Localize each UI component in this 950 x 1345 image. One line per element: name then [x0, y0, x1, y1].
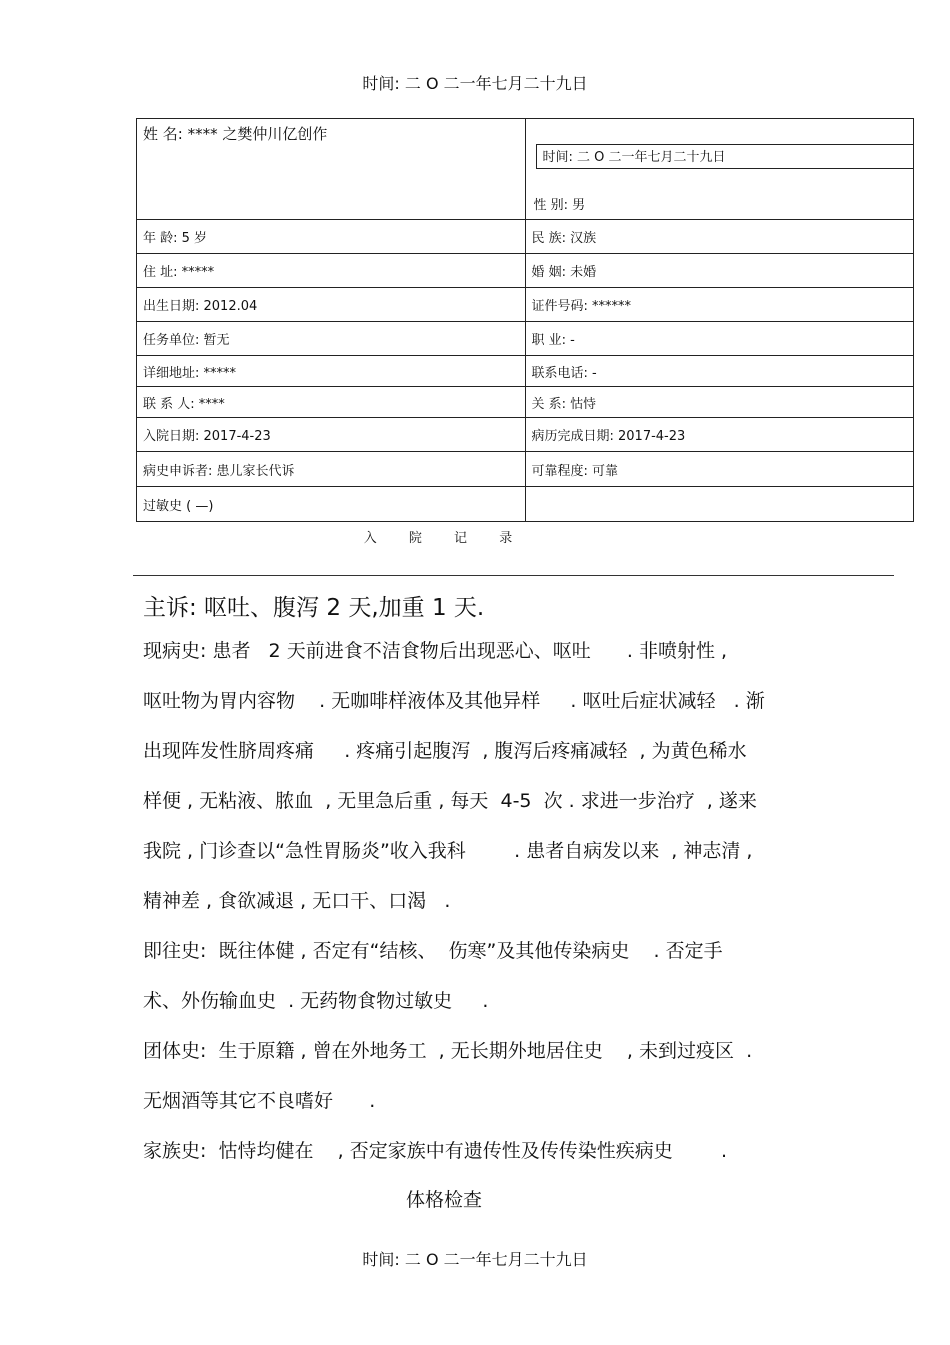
id-number-field: 证件号码: ****** [525, 288, 914, 322]
history-provider-field: 病史申诉者: 患儿家长代诉 [137, 452, 526, 487]
header-time: 时间: 二 O 二一年七月二十九日 [362, 74, 588, 93]
empty-cell [525, 487, 914, 522]
text-line: 家族史: 怙恃均健在 , 否定家族中有遗传性及传传染性疾病史 . [143, 1140, 728, 1162]
name-cell: 姓 名: **** 之樊仲川亿创作 [137, 119, 526, 220]
record-complete-date-field: 病历完成日期: 2017-4-23 [525, 418, 914, 452]
occupation-field: 职 业: - [525, 322, 914, 356]
text-line: 精神差 , 食欲减退 , 无口干、口渴 . [143, 890, 451, 912]
detail-address-field: 详细地址: ***** [137, 356, 526, 387]
exam-heading: 体格检查 [405, 1189, 482, 1211]
text-line: 呕吐物为胃内容物 . 无咖啡样液体及其他异样 . 呕吐后症状减轻 . 渐 [143, 690, 765, 712]
address-field: 住 址: ***** [137, 254, 526, 288]
inner-time-cell [525, 119, 914, 220]
text-line: 现病史: 患者 2 天前进食不洁食物后出现恶心、呕吐 . 非喷射性 , [143, 640, 728, 662]
contact-field: 联 系 人: **** [137, 387, 526, 418]
marital-field: 婚 姻: 未婚 [525, 254, 914, 288]
text-line: 术、外伤输血史 . 无药物食物过敏史 . [143, 990, 489, 1012]
work-unit-field: 任务单位: 暂无 [137, 322, 526, 356]
footer-time: 时间: 二 O 二一年七月二十九日 [362, 1250, 588, 1269]
record-title: 入 院 记 录 [363, 531, 527, 546]
patient-info-table [136, 118, 914, 522]
chief-complaint: 主诉: 呕吐、腹泻 2 天,加重 1 天. [143, 595, 485, 621]
history-body [143, 630, 843, 1180]
text-line: 我院 , 门诊查以“急性胃肠炎”收入我科 . 患者自病发以来 , 神志清 , [143, 840, 753, 862]
allergy-field: 过敏史 ( —) [137, 487, 526, 522]
phone-field: 联系电话: - [525, 356, 914, 387]
relation-field: 关 系: 怙恃 [525, 387, 914, 418]
reliability-field: 可靠程度: 可靠 [525, 452, 914, 487]
admission-date-field: 入院日期: 2017-4-23 [137, 418, 526, 452]
text-line: 无烟酒等其它不良嗜好 . [143, 1090, 376, 1112]
birthdate-field: 出生日期: 2012.04 [137, 288, 526, 322]
inner-time-box: 时间: 二 O 二一年七月二十九日 [536, 144, 914, 169]
sex-field: 性 别: 男 [533, 198, 586, 213]
text-line: 即往史: 既往体健 , 否定有“结核、 伤寒”及其他传染病史 . 否定手 [143, 940, 723, 962]
text-line: 团体史: 生于原籍 , 曾在外地务工 , 无长期外地居住史 , 未到过疫区 . [143, 1040, 753, 1062]
divider [133, 575, 894, 576]
age-field: 年 龄: 5 岁 [137, 220, 526, 254]
text-line: 样便 , 无粘液、脓血 , 无里急后重 , 每天 4-5 次 . 求进一步治疗 , 遂来 [143, 790, 757, 812]
ethnicity-field: 民 族: 汉族 [525, 220, 914, 254]
text-line: 出现阵发性脐周疼痛 . 疼痛引起腹泻 , 腹泻后疼痛减轻 , 为黄色稀水 [143, 740, 747, 762]
